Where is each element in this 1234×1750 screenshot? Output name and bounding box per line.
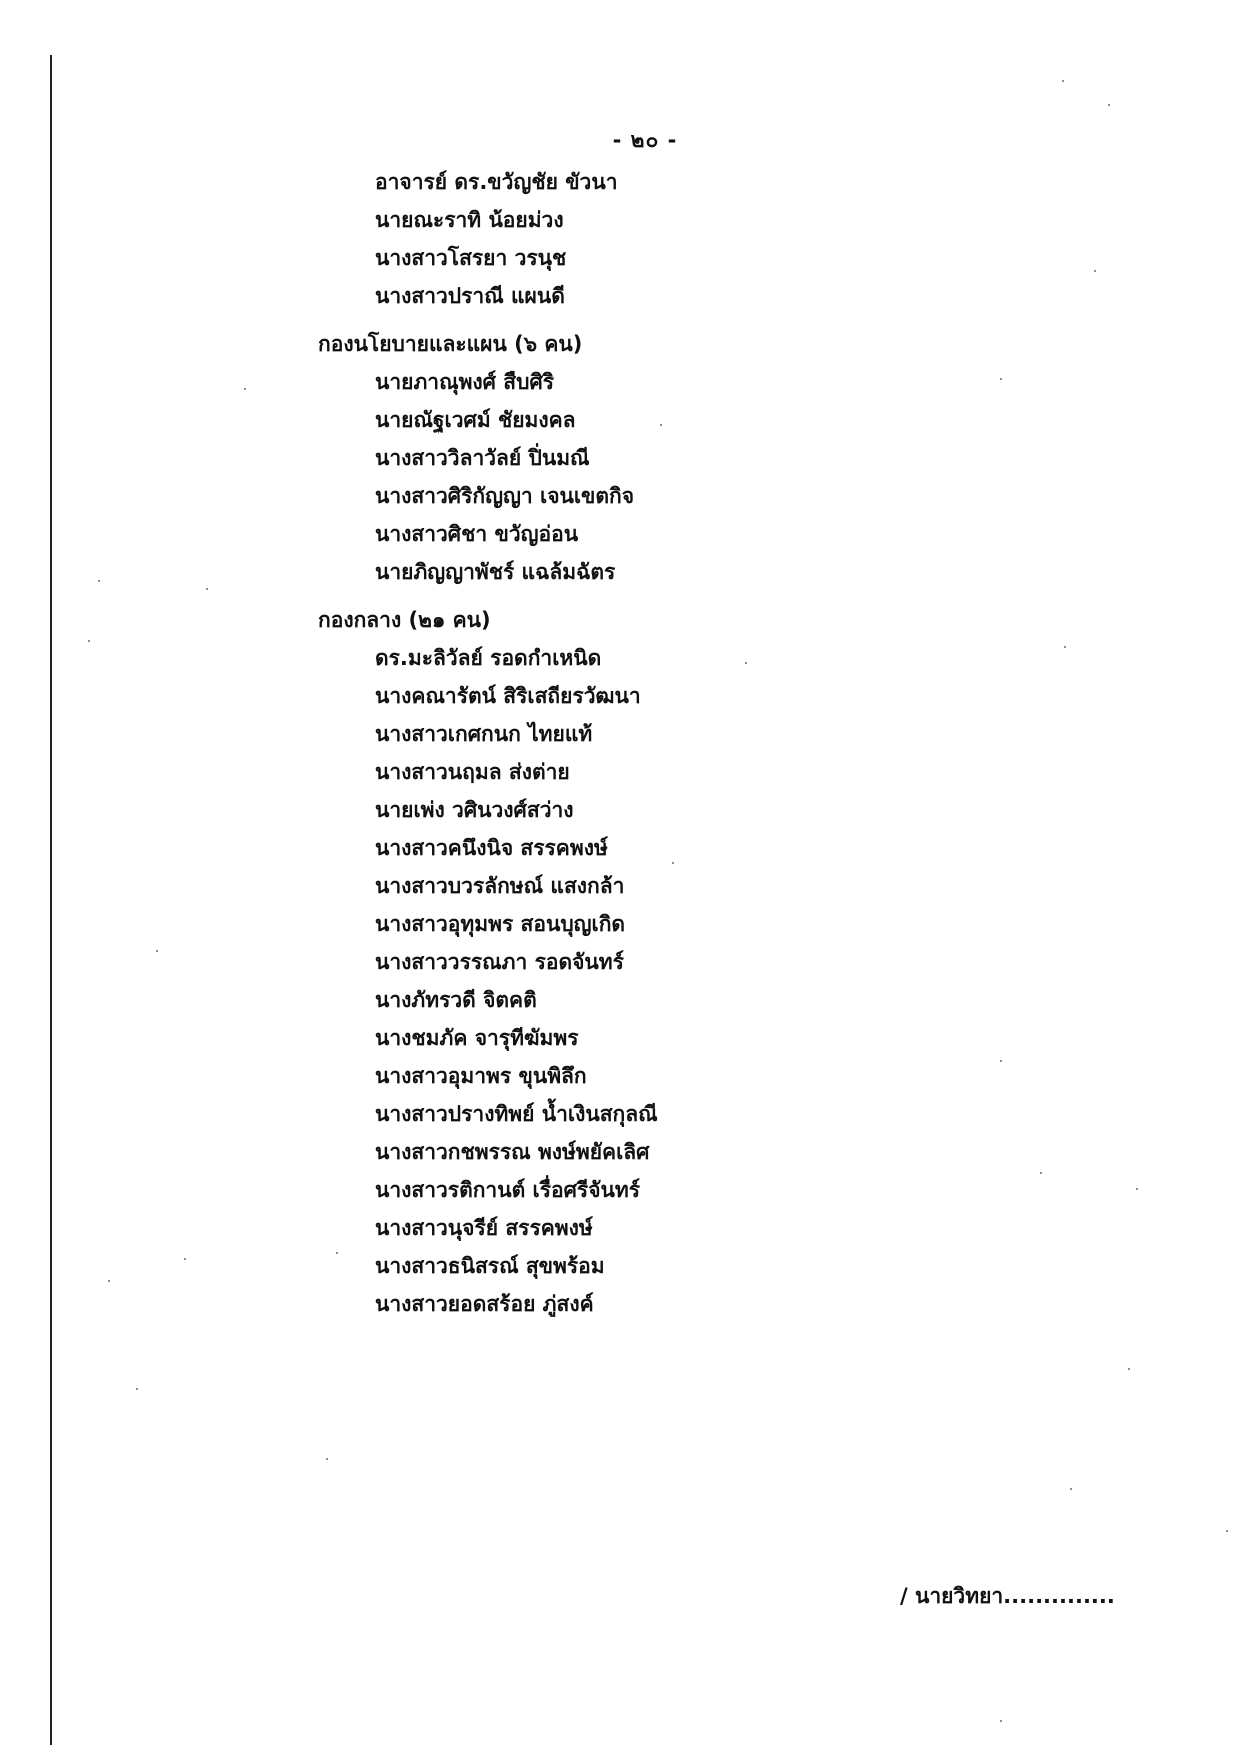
scan-speck — [1136, 1188, 1138, 1190]
scan-speck — [156, 950, 158, 952]
list-item: ดร.มะลิวัลย์ รอดกำเหนิด — [375, 646, 602, 670]
list-item: อาจารย์ ดร.ขวัญชัย ขัวนา — [375, 170, 618, 194]
scan-speck — [184, 1258, 186, 1260]
list-item: นางสาวบวรลักษณ์ แสงกล้า — [375, 874, 625, 898]
scan-speck — [1070, 1488, 1072, 1490]
scan-speck — [1000, 378, 1002, 380]
list-item: นางสาวปรางทิพย์ น้ำเงินสกุลณี — [375, 1102, 658, 1126]
list-item: นางชมภัค จารุทีฆัมพร — [375, 1026, 579, 1050]
scan-speck — [1000, 1060, 1002, 1062]
scan-speck — [88, 640, 90, 642]
list-item: นางสาวยอดสร้อย ภู่สงค์ — [375, 1292, 594, 1316]
scan-speck — [660, 424, 662, 426]
scan-speck — [326, 1458, 328, 1460]
scan-speck — [336, 1252, 338, 1254]
scan-speck — [136, 1388, 138, 1390]
list-item: นางสาวโสรยา วรนุช — [375, 246, 567, 270]
list-item: นางสาววรรณภา รอดจันทร์ — [375, 950, 624, 974]
list-item: นางสาวรติกานต์ เรื่อศรีจันทร์ — [375, 1178, 640, 1202]
list-item: นางสาวเกศกนก ไทยแท้ — [375, 722, 593, 746]
scan-speck — [745, 662, 747, 664]
list-item: นางสาววิลาวัลย์ ปิ่นมณี — [375, 446, 590, 470]
list-item: นายเพ่ง วศินวงศ์สว่าง — [375, 798, 574, 822]
scan-speck — [1062, 80, 1064, 82]
list-item: นางสาวอุมาพร ขุนพิลึก — [375, 1064, 587, 1088]
scan-speck — [1128, 1368, 1130, 1370]
list-item: นายณะราทิ น้อยม่วง — [375, 208, 564, 232]
list-item: นางภัทรวดี จิตคติ — [375, 988, 537, 1012]
scan-speck — [1064, 646, 1066, 648]
list-item: นายณัฐเวศม์ ชัยมงคล — [375, 408, 576, 432]
continuation-note: / นายวิทยา.............. — [900, 1584, 1115, 1608]
scan-speck — [1094, 270, 1096, 272]
page-number: - ๒๐ - — [612, 128, 678, 152]
list-item: นางสาวปราณี แผนดี — [375, 284, 565, 308]
list-item: นายภาณุพงศ์ สืบศิริ — [375, 370, 555, 394]
scan-speck — [108, 1280, 110, 1282]
list-item: นายภิญญาพัชร์ แฉล้มฉัตร — [375, 560, 616, 584]
scan-speck — [1108, 104, 1110, 106]
list-item: นางสาวนฤมล ส่งต่าย — [375, 760, 570, 784]
scan-speck — [672, 862, 674, 864]
section-heading: กองกลาง (๒๑ คน) — [318, 608, 491, 632]
left-margin-rule — [50, 55, 52, 1745]
list-item: นางสาวธนิสรณ์ สุขพร้อม — [375, 1254, 605, 1278]
scan-speck — [1040, 1172, 1042, 1174]
list-item: นางสาวนุจรีย์ สรรคพงษ์ — [375, 1216, 593, 1240]
scan-speck — [98, 580, 100, 582]
list-item: นางสาวกชพรรณ พงษ์พยัคเลิศ — [375, 1140, 650, 1164]
scan-speck — [244, 388, 246, 390]
scan-speck — [1226, 1530, 1228, 1532]
list-item: นางคณารัตน์ สิริเสถียรวัฒนา — [375, 684, 641, 708]
list-item: นางสาวศิชา ขวัญอ่อน — [375, 522, 579, 546]
list-item: นางสาวศิริกัญญา เจนเขตกิจ — [375, 484, 635, 508]
list-item: นางสาวคนึงนิจ สรรคพงษ์ — [375, 836, 608, 860]
scan-speck — [206, 588, 208, 590]
section-heading: กองนโยบายและแผน (๖ คน) — [318, 332, 583, 356]
list-item: นางสาวอุทุมพร สอนบุญเกิด — [375, 912, 626, 936]
scan-speck — [1000, 1720, 1002, 1722]
